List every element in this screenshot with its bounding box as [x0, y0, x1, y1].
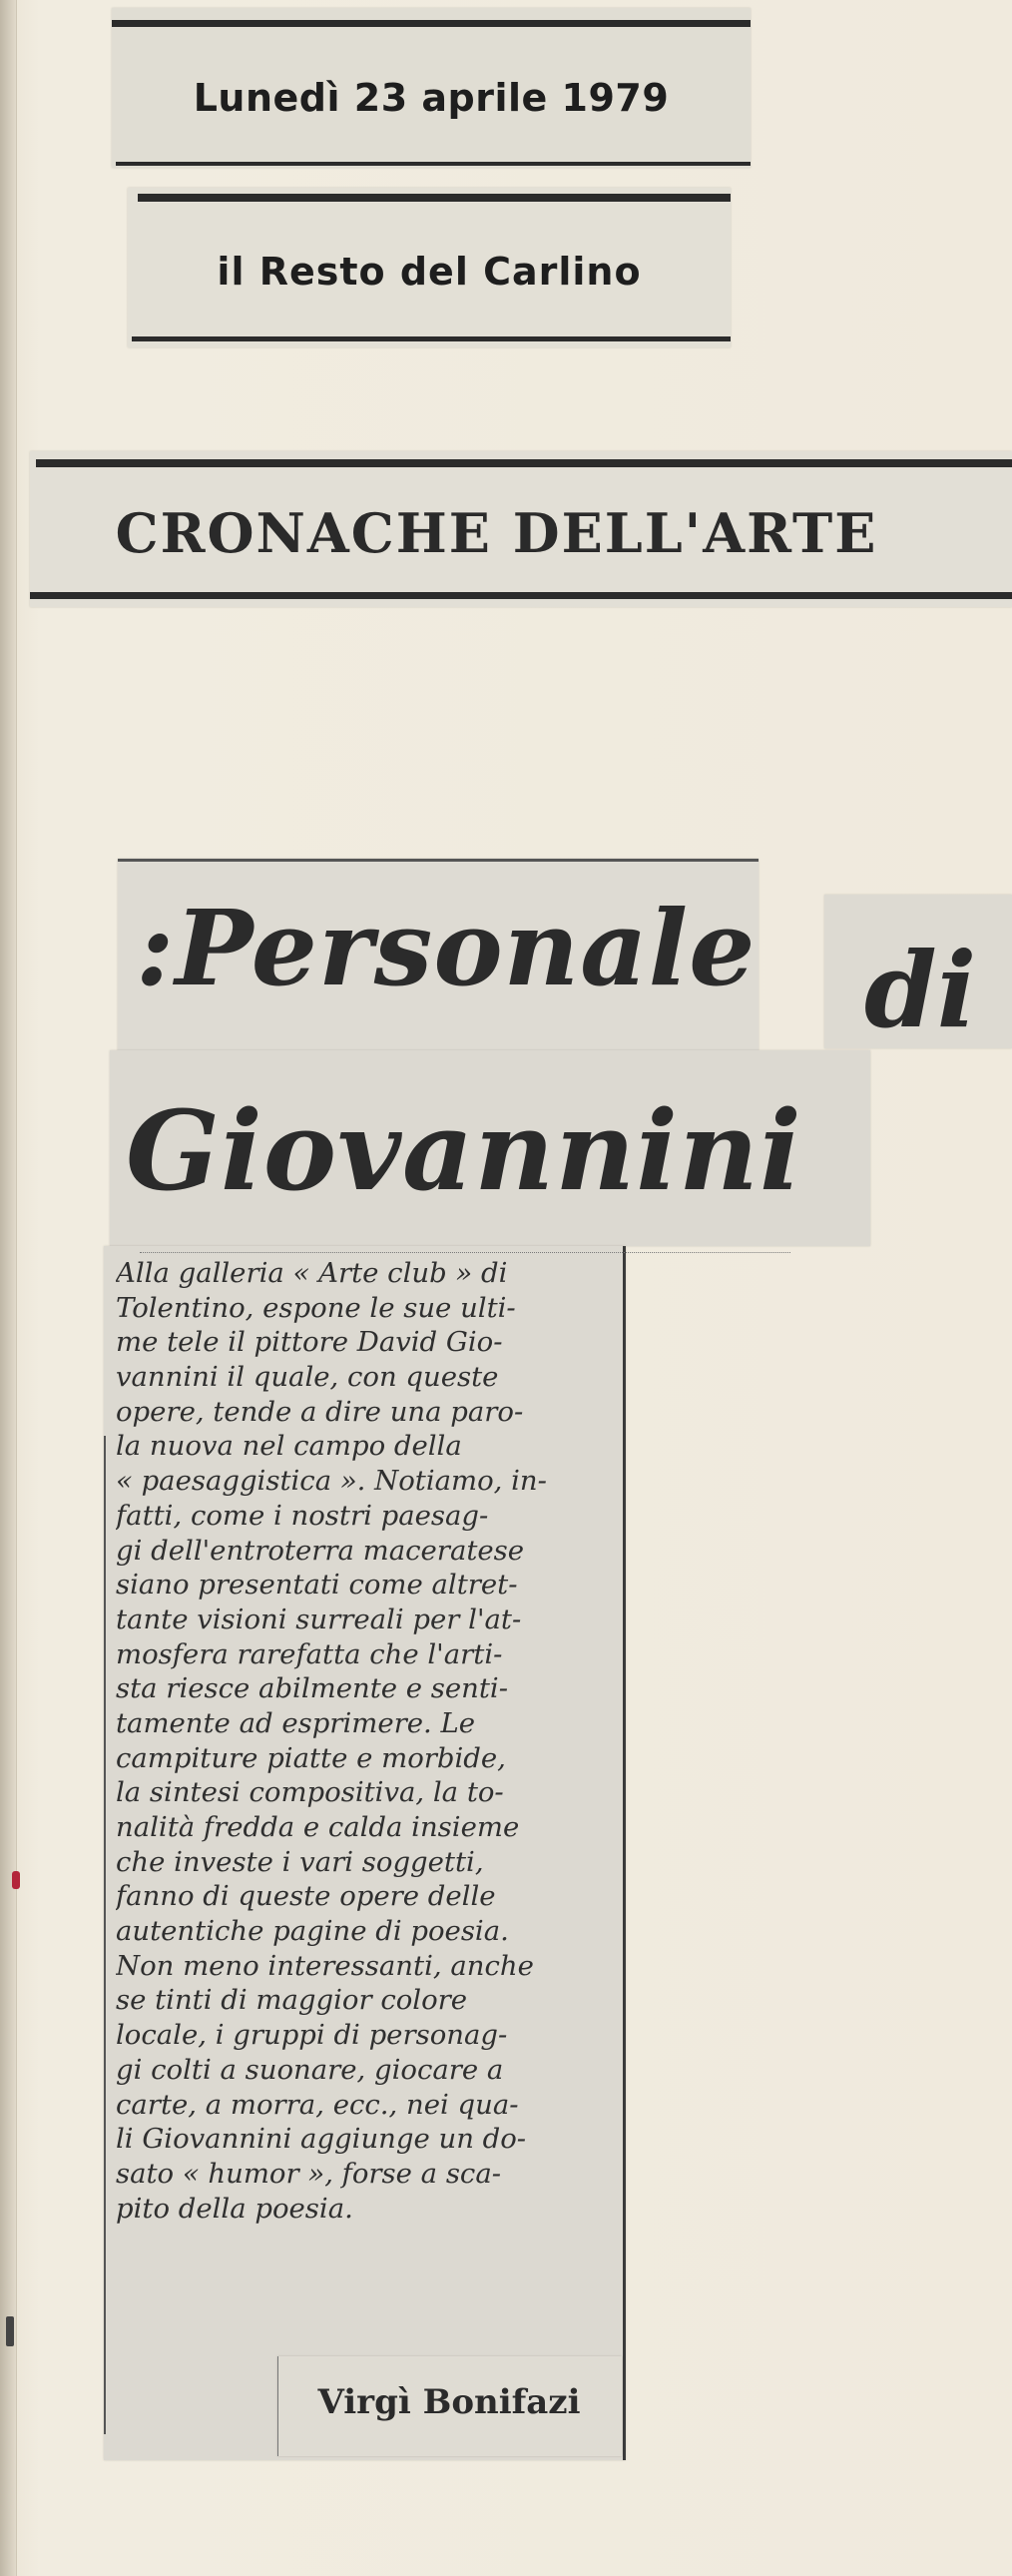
body-line: campiture piatte e morbide, [116, 1741, 506, 1774]
body-line: mosfera rarefatta che l'arti- [116, 1637, 503, 1670]
body-line: che investe i vari soggetti, [116, 1845, 484, 1878]
body-line: Non meno interessanti, anche [116, 1949, 534, 1982]
body-line: siano presentati come altret- [116, 1569, 518, 1602]
article-body [116, 1256, 615, 2226]
body-line: pito della poesia. [116, 2192, 353, 2225]
top-rule [112, 20, 751, 27]
body-line: autentiche pagine di poesia. [116, 1915, 509, 1948]
body-line: sta riesce abilmente e senti- [116, 1672, 509, 1705]
body-line: me tele il pittore David Gio- [116, 1326, 503, 1359]
top-rule [138, 194, 731, 202]
body-line: la sintesi compositiva, la to- [116, 1776, 504, 1809]
red-mark [12, 1871, 20, 1889]
top-rule [36, 459, 1012, 467]
column-rule [104, 1436, 106, 2434]
body-line: opere, tende a dire una paro- [116, 1395, 524, 1428]
bottom-rule [30, 592, 1012, 599]
body-line: Tolentino, espone le sue ulti- [116, 1291, 516, 1324]
body-line: vannini il quale, con queste [116, 1361, 499, 1394]
newspaper-clipping [128, 188, 731, 347]
body-line: la nuova nel campo della [116, 1430, 462, 1463]
body-line: « paesaggistica ». Notiamo, in- [116, 1465, 547, 1498]
cut-text-strip [140, 1230, 790, 1253]
section-title: CRONACHE DELL'ARTE [115, 501, 878, 565]
date-text: Lunedì 23 aprile 1979 [193, 76, 670, 120]
headline-personale: :Personale [136, 887, 757, 1009]
body-line: nalità fredda e calda insieme [116, 1811, 520, 1843]
dark-mark [6, 2316, 14, 2346]
date-clipping [112, 8, 751, 168]
newspaper-name: il Resto del Carlino [217, 250, 642, 294]
byline: Virgì Bonifazi [317, 2382, 581, 2422]
body-line: tante visioni surreali per l'at- [116, 1603, 522, 1635]
bottom-rule [116, 162, 751, 166]
body-line: gi dell'entroterra maceratese [116, 1534, 525, 1567]
body-line: li Giovannini aggiunge un do- [116, 2123, 527, 2156]
headline-di: di [864, 929, 977, 1051]
page-binding [0, 0, 17, 2576]
body-line: fanno di queste opere delle [116, 1880, 496, 1913]
body-line: fatti, come i nostri paesag- [116, 1499, 489, 1532]
bottom-rule [132, 336, 731, 341]
body-line: locale, i gruppi di personag- [116, 2019, 508, 2052]
section-clipping [30, 451, 1012, 607]
body-line: Alla galleria « Arte club » di [116, 1257, 508, 1289]
headline-giovannini: Giovannini [126, 1086, 802, 1215]
body-line: gi colti a suonare, giocare a [116, 2053, 504, 2086]
body-line: se tinti di maggior colore [116, 1984, 468, 2017]
body-line: sato « humor », forse a sca- [116, 2157, 502, 2190]
body-line: tamente ad esprimere. Le [116, 1706, 476, 1739]
body-line: carte, a morra, ecc., nei qua- [116, 2088, 519, 2121]
